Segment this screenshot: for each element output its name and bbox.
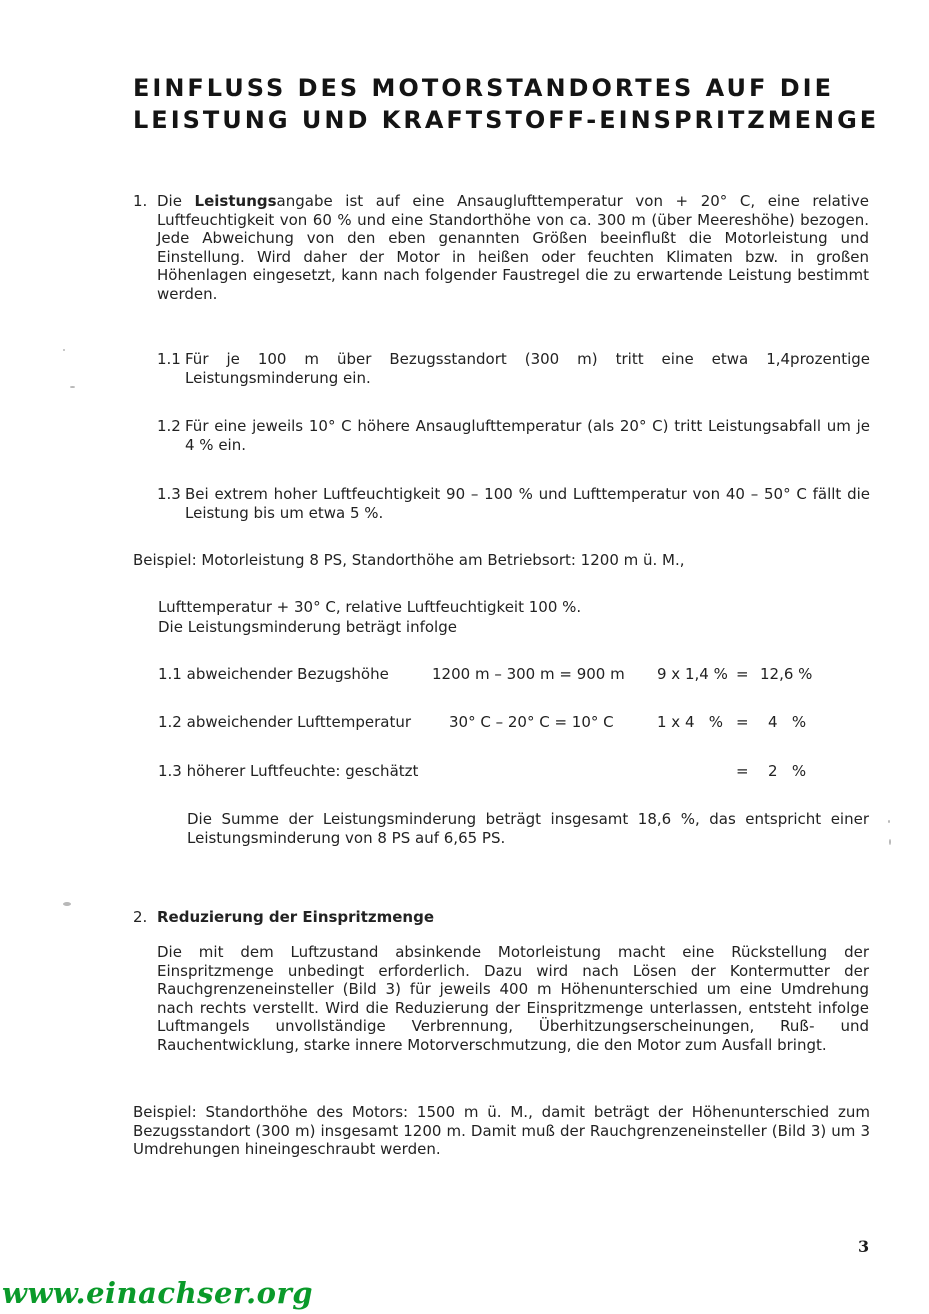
example-1-summary: Die Summe der Leistungsminderung beträgt insgesamt 18,6 %, das entspricht einer Leistungsminderung von 8 PS auf 6,65 PS.	[187, 810, 869, 847]
example-1-intro: Beispiel: Motorleistung 8 PS, Standorthöhe am Betriebsort: 1200 m ü. M.,	[133, 551, 685, 569]
scan-speck	[63, 349, 65, 351]
calc-row-3-label: 1.3 höherer Luftfeuchte: geschätzt	[158, 762, 419, 780]
rule-1-3-text: Bei extrem hoher Luftfeuchtigkeit 90 – 100 % und Lufttemperatur von 40 – 50° C fällt die Leistung bis um etwa 5 %.	[185, 485, 870, 522]
rule-1-1-text: Für je 100 m über Bezugsstandort (300 m) tritt eine etwa 1,4prozentige Leistungsminderung ein.	[185, 350, 870, 387]
rule-1-3-number: 1.3	[157, 485, 181, 503]
scan-speck	[889, 839, 891, 845]
calc-row-3-result: 2 %	[768, 762, 807, 780]
rule-1-2-number: 1.2	[157, 417, 181, 435]
rule-1-2-text: Für eine jeweils 10° C höhere Ansauglufttemperatur (als 20° C) tritt Leistungsabfall um je 4 % ein.	[185, 417, 870, 454]
calc-row-2-result: 4 %	[768, 713, 807, 731]
scan-speck	[70, 386, 75, 388]
page-title-line-1: EINFLUSS DES MOTORSTANDORTES AUF DIE	[133, 74, 834, 102]
section-2-heading: Reduzierung der Einspritzmenge	[157, 908, 434, 926]
example-1-reason: Die Leistungsminderung beträgt infolge	[158, 618, 457, 636]
section-2-paragraph: Die mit dem Luftzustand absinkende Motorleistung macht eine Rückstellung der Einspritzmenge unbedingt erforderlich. Dazu wird nach Lösen der Kontermutter der Rauchgrenzeneinsteller (Bild 3) für jeweils 400 m Höhenunterschied um eine Umdrehung nach rechts verstellt. Wird die Reduzierung der Einspritzmenge unterlassen, entsteht infolge Luftmangels unvollständige Verbrennung, Überhitzungserscheinungen, Ruß- und Rauchentwicklung, starke innere Motorverschmutzung, die den Motor zum Ausfall bringt.	[157, 943, 869, 1054]
section-1-lead: Die	[157, 192, 195, 210]
scan-speck	[63, 902, 71, 906]
rule-1-1-number: 1.1	[157, 350, 181, 368]
section-2-number: 2.	[133, 908, 148, 926]
section-1-paragraph	[157, 192, 869, 303]
section-1-lead-bold: Leistungs	[194, 192, 277, 210]
page-title-line-2: LEISTUNG UND KRAFTSTOFF-EINSPRITZMENGE	[133, 106, 880, 134]
calc-row-2-equals: =	[736, 713, 749, 731]
calc-row-1-label: 1.1 abweichender Bezugshöhe	[158, 665, 389, 683]
calc-row-1-multiplier: 9 x 1,4 %	[657, 665, 728, 683]
calc-row-2-expression: 30° C – 20° C = 10° C	[449, 713, 614, 731]
section-1-text: angabe ist auf eine Ansauglufttemperatur von + 20° C, eine relative Luftfeuchtigkeit von 60 % und eine Standorthöhe von ca. 300 m (über Meereshöhe) bezogen. Jede Abweichung von den eben genannten Größen beeinflußt die Motorleistung und Einstellung. Wird daher der Motor in heißen oder feuchten Klimaten bzw. in großen Höhenlagen eingesetzt, kann nach folgender Faustregel die zu erwartende Leistung bestimmt werden.	[157, 192, 870, 303]
page-number: 3	[858, 1237, 870, 1256]
calc-row-1-expression: 1200 m – 300 m = 900 m	[432, 665, 625, 683]
example-1-temperature: Lufttemperatur + 30° C, relative Luftfeuchtigkeit 100 %.	[158, 598, 582, 616]
calc-row-1-equals: =	[736, 665, 749, 683]
scan-speck	[888, 820, 890, 823]
calc-row-1-result: 12,6 %	[760, 665, 813, 683]
calc-row-3-equals: =	[736, 762, 749, 780]
example-2-paragraph: Beispiel: Standorthöhe des Motors: 1500 m ü. M., damit beträgt der Höhenunterschied zum Bezugsstandort (300 m) insgesamt 1200 m. Damit muß der Rauchgrenzeneinsteller (Bild 3) um 3 Umdrehungen hineingeschraubt werden.	[133, 1103, 870, 1158]
section-1-number: 1.	[133, 192, 148, 210]
watermark: www.einachser.org	[2, 1276, 314, 1310]
calc-row-2-multiplier: 1 x 4 %	[657, 713, 724, 731]
calc-row-2-label: 1.2 abweichender Lufttemperatur	[158, 713, 412, 731]
